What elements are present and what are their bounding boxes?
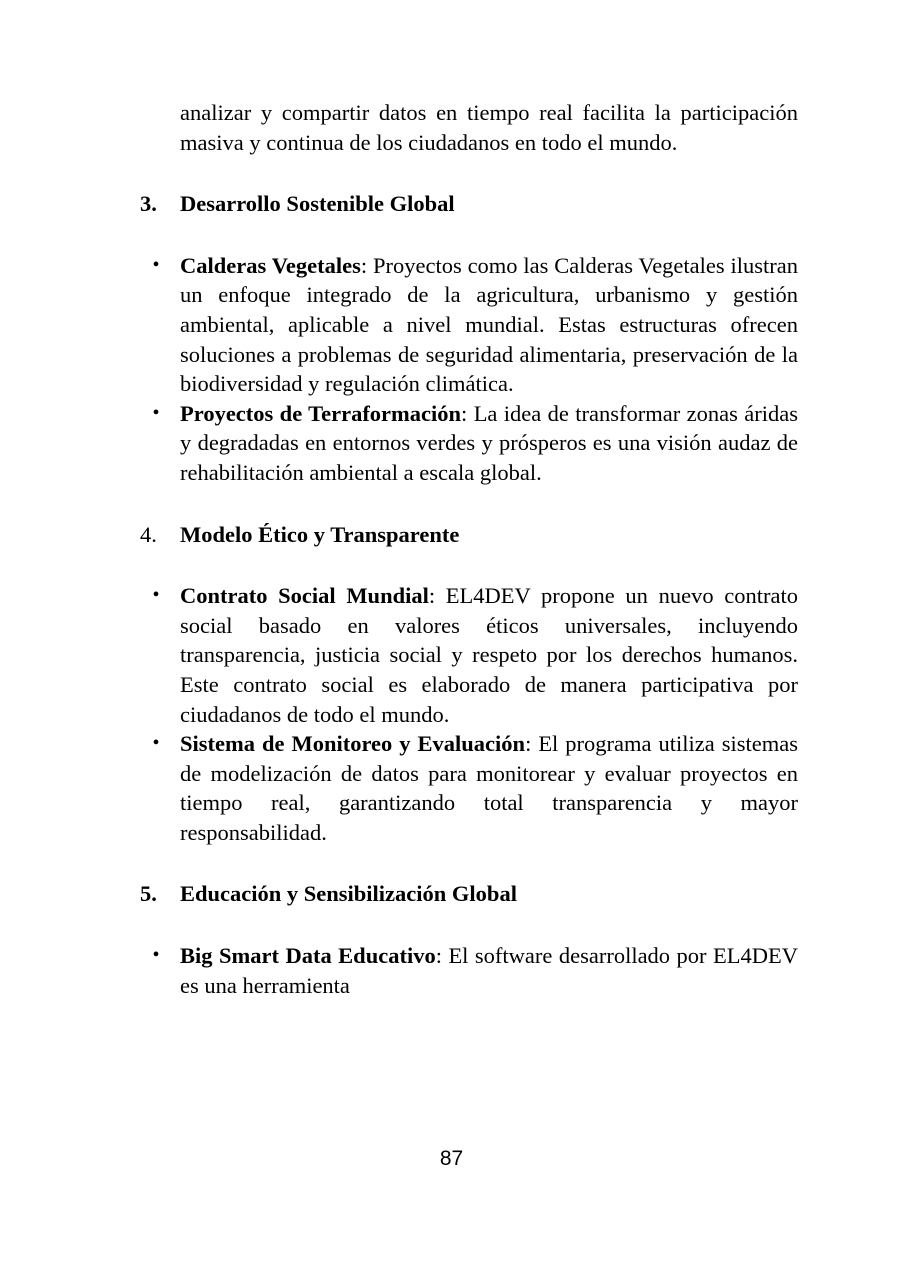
page-number: 87 (439, 1147, 464, 1170)
bullet-icon: • (152, 944, 160, 967)
list-item (140, 941, 798, 1000)
bullet-icon: • (152, 401, 160, 424)
list-item-lead: Calderas Vegetales (180, 252, 361, 278)
bullet-icon: • (152, 732, 160, 755)
list-item-body: El programa utiliza sistemas de modelización de datos para monitorear y evaluar proyectos en tiempo real, garantizando total transparencia y mayor responsabilidad. (180, 731, 798, 845)
list-item-separator: : (525, 731, 539, 757)
spacer (140, 847, 798, 879)
section-number-5: 5. (140, 881, 157, 907)
list-item (140, 399, 798, 488)
list-item (140, 251, 798, 399)
spacer (140, 549, 798, 581)
list-item (140, 729, 798, 847)
section-heading-5 (140, 879, 798, 909)
section-title-5: Educación y Sensibilización Global (180, 881, 517, 907)
bullet-icon: • (152, 253, 160, 276)
page-content (140, 98, 798, 1000)
list-item-body: EL4DEV propone un nuevo contrato social basado en valores éticos universales, incluyendo transparencia, justicia social y respeto por los derechos humanos. Este contrato social es elaborado de manera participativa por ciudadanos de todo el mundo. (180, 583, 798, 727)
section-title-4: Modelo Ético y Transparente (180, 521, 460, 547)
list-item-body: La idea de transformar zonas áridas y degradadas en entornos verdes y prósperos es una visión audaz de rehabilitación ambiental a escala global. (180, 400, 798, 485)
list-item (140, 581, 798, 729)
section-heading-4 (140, 520, 798, 550)
list-item-lead: Contrato Social Mundial (180, 583, 429, 609)
section-number-4: 4. (140, 521, 157, 547)
section-heading-3 (140, 189, 798, 219)
list-item-separator: : (435, 943, 449, 969)
spacer (140, 219, 798, 251)
opening-paragraph: analizar y compartir datos en tiempo real facilita la participación masiva y continua de los ciudadanos en todo el mundo. (180, 100, 798, 155)
spacer (140, 488, 798, 520)
list-item-lead: Big Smart Data Educativo (180, 943, 436, 969)
list-item-separator: : (360, 252, 373, 278)
list-item-separator: : (461, 400, 474, 426)
list-item-body: Proyectos como las Calderas Vegetales ilustran un enfoque integrado de la agricultura, urbanismo y gestión ambiental, aplicable a nivel mundial. Estas estructuras ofrecen soluciones a problemas de seguridad alimentaria, preservación de la biodiversidad y regulación climática. (180, 252, 798, 397)
bullet-icon: • (152, 584, 160, 607)
spacer (140, 909, 798, 941)
list-item-separator: : (428, 583, 446, 609)
list-item-lead: Proyectos de Terraformación (180, 400, 462, 426)
section-title-3: Desarrollo Sostenible Global (180, 191, 455, 217)
list-item-lead: Sistema de Monitoreo y Evaluación (180, 731, 526, 757)
section-number-3: 3. (140, 191, 157, 217)
spacer (140, 157, 798, 189)
list-item-body: El software desarrollado por EL4DEV es una herramienta (180, 943, 798, 998)
